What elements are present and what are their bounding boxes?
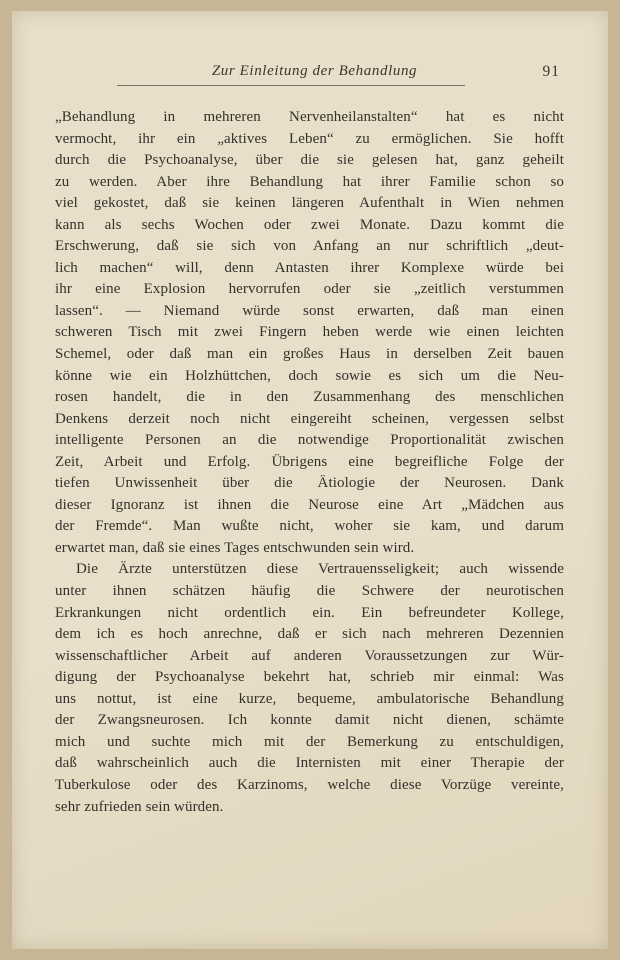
text-line: „Behandlung in mehreren Nervenheilanstalten“ hat es nicht [55, 109, 564, 125]
book-page [12, 11, 608, 949]
text-line: durch die Psychoanalyse, über die sie gelesen hat, ganz geheilt [55, 152, 564, 169]
text-line: sehr zufrieden sein würden. [55, 798, 224, 815]
text-line: dieser Ignoranz ist ihnen die Neurose eine Art „Mädchen aus [55, 496, 564, 513]
text-line: daß wahrscheinlich auch die Internisten mit einer Therapie der [55, 755, 564, 772]
text-line: erwartet man, daß sie eines Tages entschwunden sein wird. [55, 539, 415, 556]
page-number: 91 [542, 63, 560, 80]
text-line: intelligente Personen an die notwendige Proportionalität zwischen [55, 432, 564, 449]
text-line: der Zwangsneurosen. Ich konnte damit nicht dienen, schämte [55, 712, 564, 729]
header-rule [117, 85, 465, 86]
text-line: schweren Tisch mit zwei Fingern heben werde wie einen leichten [55, 324, 564, 341]
running-head-title: Zur Einleitung der Behandlung [211, 63, 418, 79]
text-line: Zeit, Arbeit und Erfolg. Übrigens eine begreifliche Folge der [55, 453, 564, 470]
text-line: dem ich es hoch anrechne, daß er sich nach mehreren Dezennien [55, 626, 564, 643]
text-line: vermocht, ihr ein „aktives Leben“ zu ermöglichen. Sie hofft [55, 130, 564, 147]
text-line: kann als sechs Wochen oder zwei Monate. Dazu kommt die [55, 216, 564, 233]
text-line: Die Ärzte unterstützen diese Vertrauensseligkeit; auch wissende [76, 561, 564, 578]
text-line: der Fremde“. Man wußte nicht, woher sie kam, und darum [55, 518, 564, 535]
text-line: lich machen“ will, denn Antasten ihrer Komplexe würde bei [55, 259, 564, 276]
text-line: Erschwerung, daß sie sich von Anfang an nur schriftlich „deut- [55, 238, 564, 255]
text-line: könne wie ein Holzhüttchen, doch sowie es sich um die Neu- [55, 367, 564, 384]
text-line: Erkrankungen nicht ordentlich ein. Ein befreundeter Kollege, [55, 604, 564, 621]
text-line: digung der Psychoanalyse bekehrt hat, schrieb mir einmal: Was [55, 669, 564, 686]
text-line: Denkens derzeit noch nicht eingereiht scheinen, vergessen selbst [55, 410, 564, 427]
text-line: Tuberkulose oder des Karzinoms, welche diese Vorzüge vereinte, [55, 776, 564, 793]
body-text [55, 107, 564, 818]
text-line: mich und suchte mich mit der Bemerkung zu entschuldigen, [55, 733, 564, 750]
text-line: rosen handelt, die in den Zusammenhang des menschlichen [55, 389, 564, 406]
text-line: lassen“. — Niemand würde sonst erwarten, daß man einen [55, 302, 564, 319]
page-header [55, 63, 574, 93]
text-line: zu werden. Aber ihre Behandlung hat ihrer Familie schon so [55, 173, 564, 190]
text-line: ihr eine Explosion hervorrufen oder sie „zeitlich verstummen [55, 281, 564, 298]
text-line: wissenschaftlicher Arbeit auf anderen Voraussetzungen zur Wür- [55, 647, 564, 664]
text-line: viel gekostet, daß sie keinen längeren Aufenthalt in Wien nehmen [55, 195, 564, 212]
text-line: unter ihnen schätzen häufig die Schwere der neurotischen [55, 583, 564, 600]
text-line: Schemel, oder daß man ein großes Haus in derselben Zeit bauen [55, 346, 564, 363]
text-line: uns nottut, ist eine kurze, bequeme, ambulatorische Behandlung [55, 690, 564, 707]
text-line: tiefen Unwissenheit über die Ätiologie der Neurosen. Dank [55, 475, 564, 492]
